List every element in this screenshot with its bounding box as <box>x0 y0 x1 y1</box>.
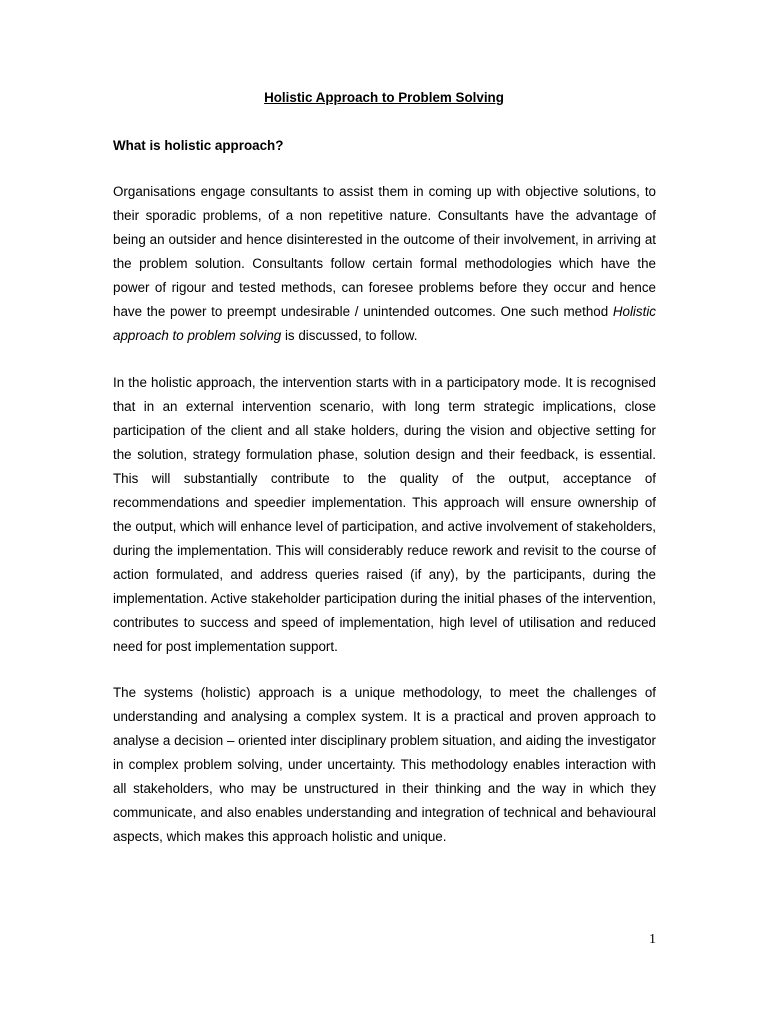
paragraph-1-tail: is discussed, to follow. <box>281 328 418 343</box>
section-heading: What is holistic approach? <box>113 138 284 153</box>
paragraph-1-emphasis: Holistic approach to problem solving <box>113 304 656 343</box>
document-title: Holistic Approach to Problem Solving <box>264 90 504 105</box>
paragraph-1 <box>113 180 656 348</box>
paragraph-1-lead: Organisations engage consultants to assist them in coming up with objective solutions, to their sporadic problems, of a non repetitive nature. Consultants have the advantage of being an outsider and hence disinterested in the outcome of their involvement, in arriving at the problem solution. Consultants follow certain formal methodologies which have the power of rigour and tested methods, can foresee problems before they occur and hence have the power to preempt undesirable / unintended outcomes. One such method <box>113 184 656 319</box>
paragraph-3: The systems (holistic) approach is a unique methodology, to meet the challenges of understanding and analysing a complex system. It is a practical and proven approach to analyse a decision – oriented inter disciplinary problem situation, and aiding the investigator in complex problem solving, under uncertainty. This methodology enables interaction with all stakeholders, who may be unstructured in their thinking and the way in which they communicate, and also enables understanding and integration of technical and behavioural aspects, which makes this approach holistic and unique. <box>113 685 656 844</box>
paragraph-2: In the holistic approach, the intervention starts with in a participatory mode. It is recognised that in an external intervention scenario, with long term strategic implications, close participation of the client and all stake holders, during the vision and objective setting for the solution, strategy formulation phase, solution design and their feedback, is essential. This will substantially contribute to the quality of the output, acceptance of recommendations and speedier implementation. This approach will ensure ownership of the output, which will enhance level of participation, and active involvement of stakeholders, during the implementation. This will considerably reduce rework and revisit to the course of action formulated, and address queries raised (if any), by the participants, during the implementation. Active stakeholder participation during the initial phases of the intervention, contributes to success and speed of implementation, high level of utilisation and reduced need for post implementation support. <box>113 375 656 654</box>
page-number: 1 <box>649 932 656 947</box>
